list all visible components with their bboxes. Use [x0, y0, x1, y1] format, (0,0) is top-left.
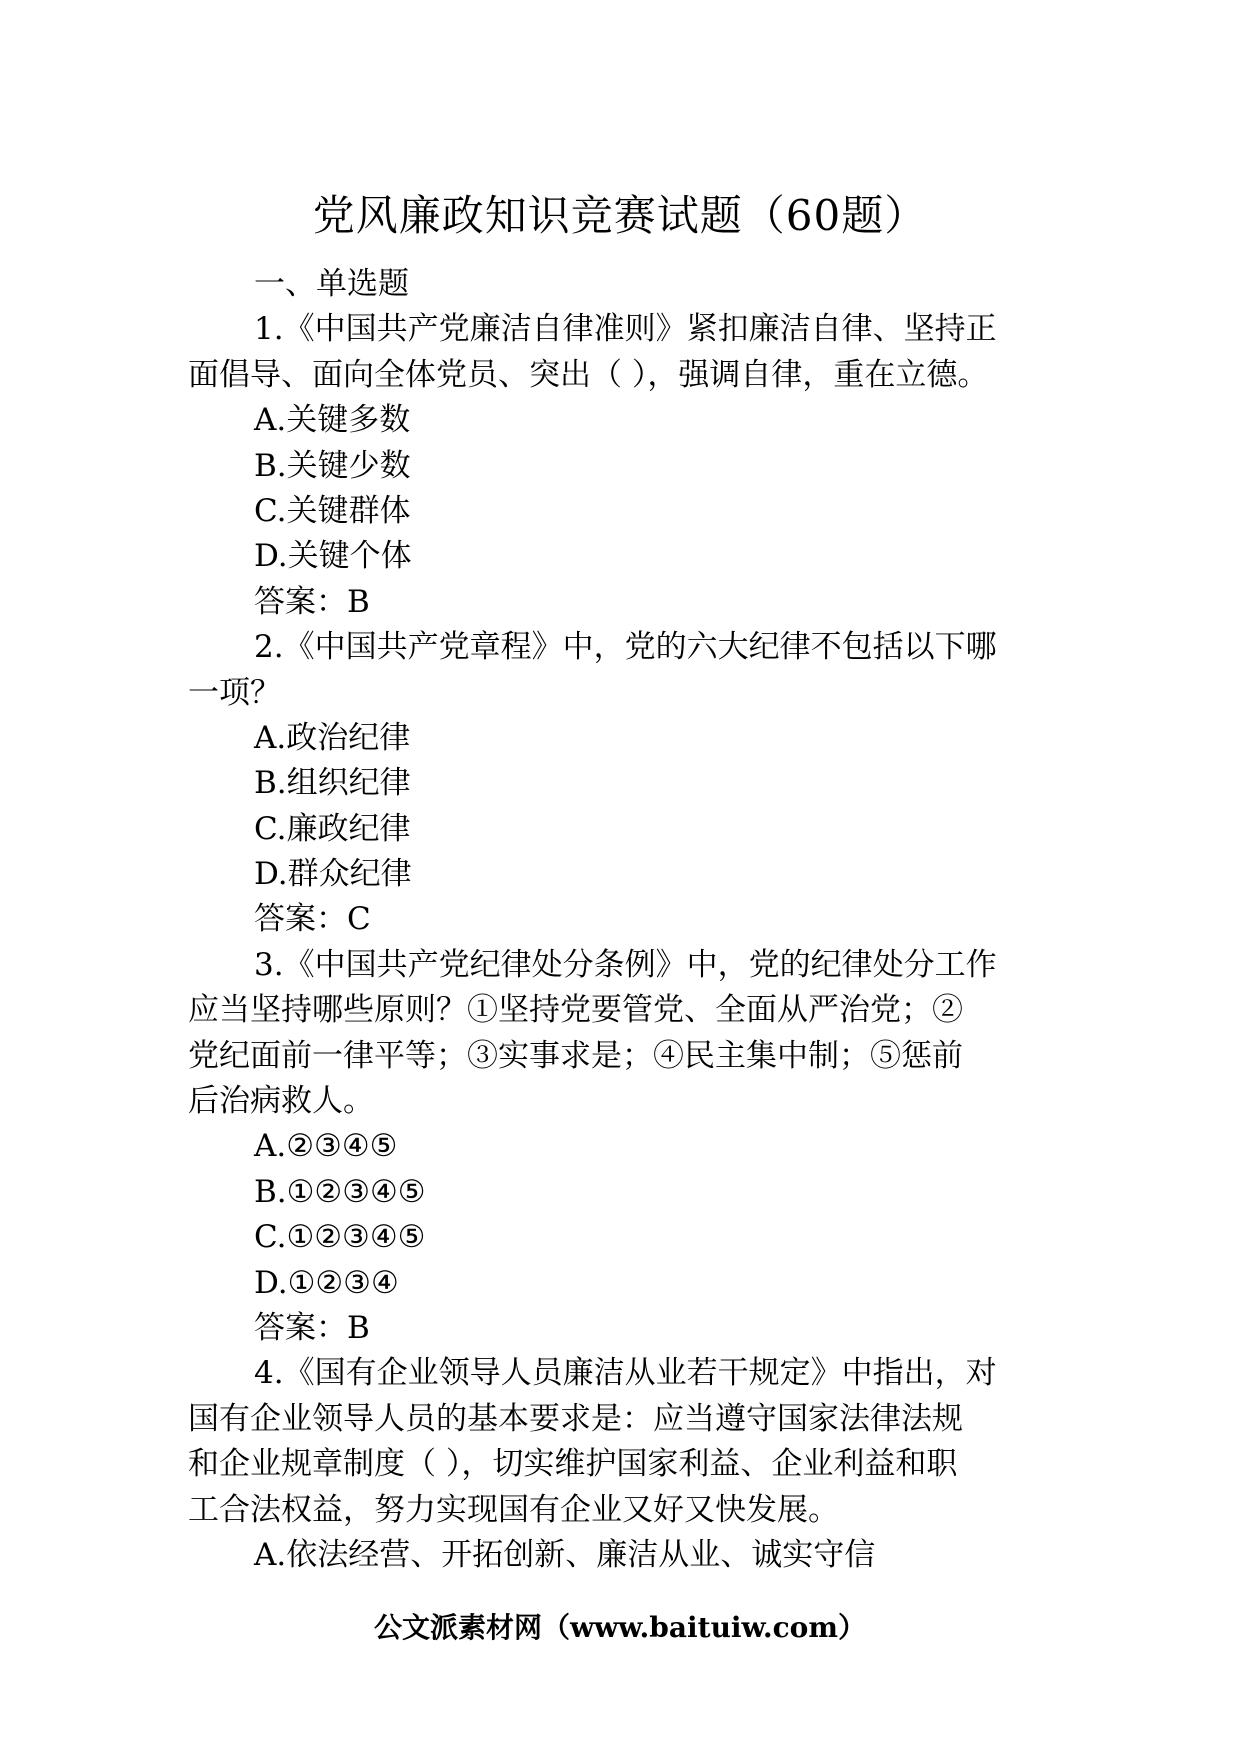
question-2 [188, 625, 1056, 943]
page-footer-source: 公文派素材网（www.baituiw.com） [374, 1611, 866, 1644]
option-a: A.依法经营、开拓创新、廉洁从业、诚实守信 [254, 1536, 876, 1573]
question-text-line: 工合法权益，努力实现国有企业又好又快发展。 [188, 1491, 839, 1528]
option-b: B.组织纪律 [254, 765, 411, 802]
question-text-line: 和企业规章制度（ ），切实维护国家利益、企业利益和职 [188, 1446, 958, 1483]
option-b: B.关键少数 [254, 447, 411, 484]
answer: 答案：B [254, 1309, 370, 1346]
option-a: A.②③④⑤ [254, 1128, 398, 1165]
question-text-line: 2.《中国共产党章程》中，党的六大纪律不包括以下哪 [254, 629, 997, 666]
option-d: D.①②③④ [254, 1264, 399, 1301]
question-text-line: 应当坚持哪些原则？①坚持党要管党、全面从严治党；② [188, 992, 963, 1029]
question-3 [188, 943, 1056, 1352]
question-4 [188, 1351, 1056, 1578]
option-c: C.关键群体 [254, 492, 411, 529]
question-text-line: 面倡导、面向全体党员、突出（ ），强调自律，重在立德。 [188, 356, 989, 393]
option-a: A.政治纪律 [254, 719, 411, 756]
section-heading: 一、单选题 [254, 266, 409, 302]
option-d: D.群众纪律 [254, 856, 412, 893]
answer: 答案：B [254, 583, 370, 620]
question-1 [188, 307, 1056, 625]
option-d: D.关键个体 [254, 538, 412, 575]
question-text-line: 后治病救人。 [188, 1083, 374, 1120]
option-b: B.①②③④⑤ [254, 1173, 426, 1210]
question-text-line: 一项？ [188, 674, 281, 711]
option-c: C.①②③④⑤ [254, 1219, 426, 1256]
question-text-line: 党纪面前一律平等；③实事求是；④民主集中制；⑤惩前 [188, 1037, 963, 1074]
document-body [188, 262, 1056, 1578]
option-c: C.廉政纪律 [254, 810, 411, 847]
question-text-line: 1.《中国共产党廉洁自律准则》紧扣廉洁自律、坚持正 [254, 311, 997, 348]
answer: 答案：C [254, 901, 371, 938]
question-text-line: 4.《国有企业领导人员廉洁从业若干规定》中指出，对 [254, 1355, 997, 1392]
document-title: 党风廉政知识竞赛试题（60题） [312, 191, 928, 240]
option-a: A.关键多数 [254, 402, 411, 439]
question-text-line: 国有企业领导人员的基本要求是：应当遵守国家法律法规 [188, 1400, 963, 1437]
question-text-line: 3.《中国共产党纪律处分条例》中，党的纪律处分工作 [254, 946, 997, 983]
